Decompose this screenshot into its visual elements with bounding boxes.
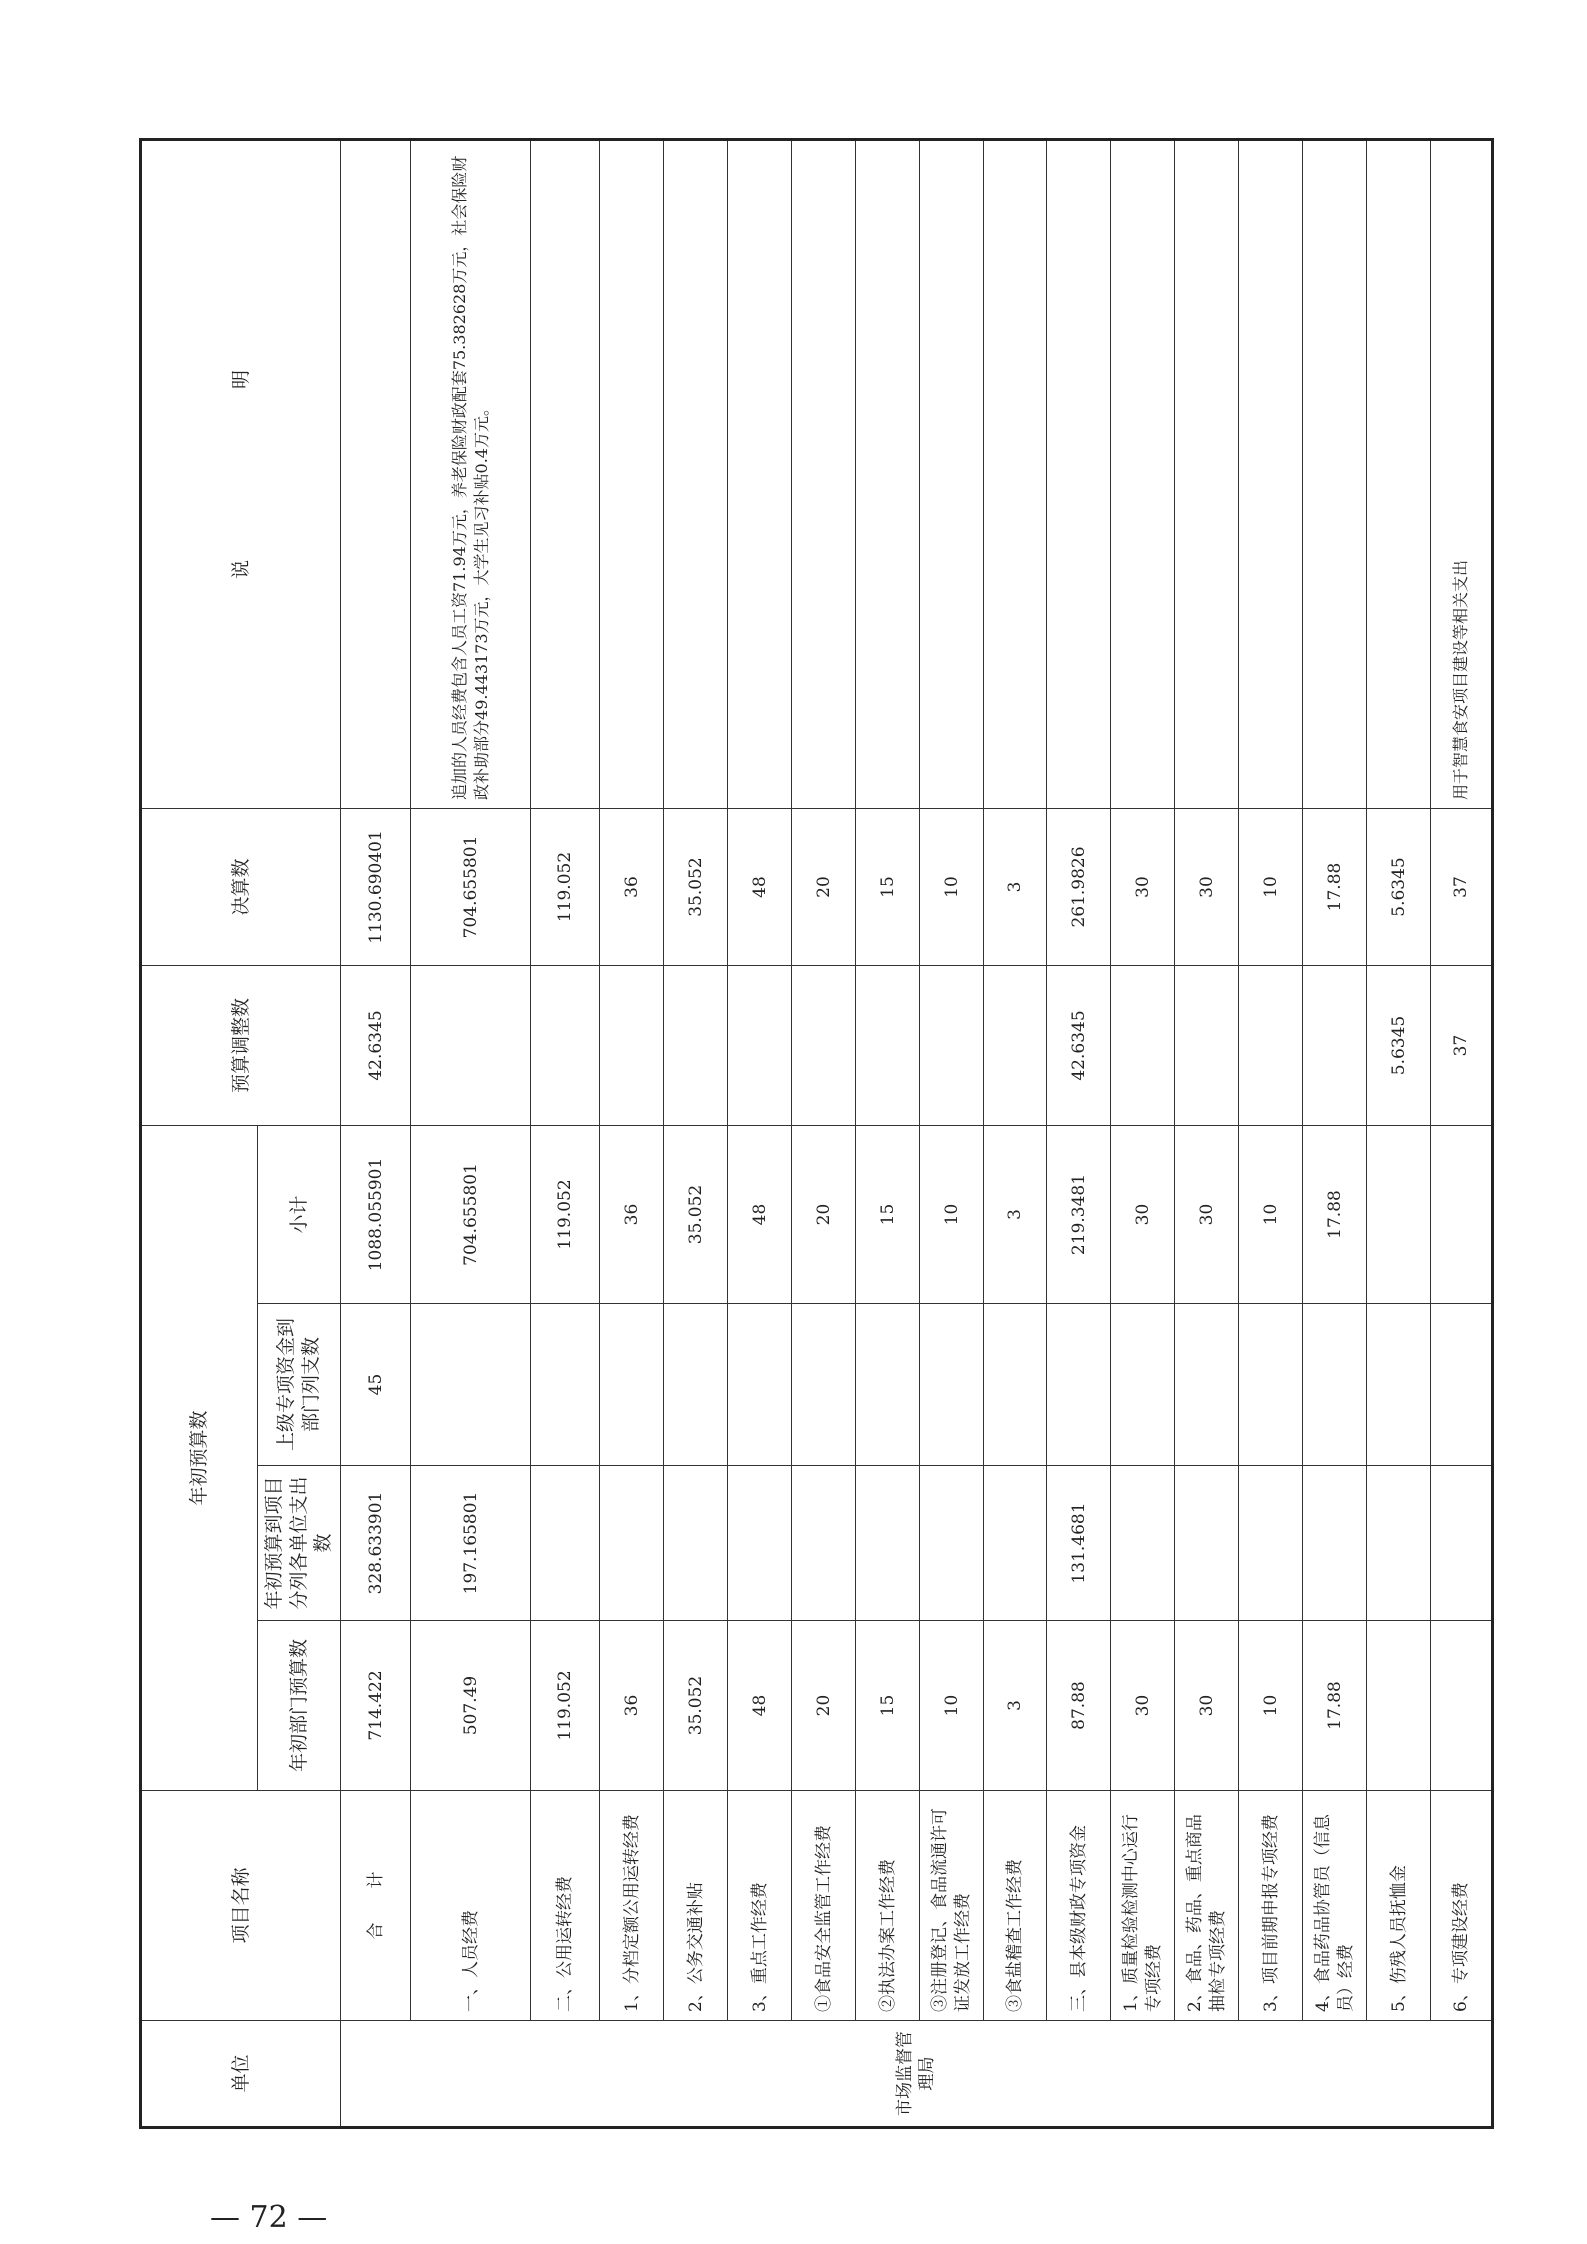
adj-cell: 5.6345: [1367, 965, 1431, 1125]
total-dept-cell: 714.422: [341, 1621, 411, 1791]
note-cell: [531, 139, 600, 808]
table-row: [728, 139, 792, 2127]
project-name-cell: 一、人员经费: [411, 1791, 531, 2021]
adj-cell: [1239, 965, 1303, 1125]
sup-cell: [728, 1304, 792, 1466]
alloc-cell: [792, 1466, 856, 1621]
adj-cell: [792, 965, 856, 1125]
note-cell: [920, 139, 984, 808]
sup-cell: [1175, 1304, 1239, 1466]
sub-cell: 17.88: [1303, 1125, 1367, 1303]
sub-cell: 219.3481: [1047, 1125, 1111, 1303]
dept-cell: 30: [1111, 1621, 1175, 1791]
dept-cell: [1431, 1621, 1493, 1791]
sub-cell: 48: [728, 1125, 792, 1303]
adj-cell: [531, 965, 600, 1125]
sub-cell: 36: [600, 1125, 664, 1303]
note-cell: [984, 139, 1047, 808]
adj-cell: [1175, 965, 1239, 1125]
sub-cell: 20: [792, 1125, 856, 1303]
total-note-cell: [341, 139, 411, 808]
table-row: [1239, 139, 1303, 2127]
alloc-cell: 197.165801: [411, 1466, 531, 1621]
dept-cell: 87.88: [1047, 1621, 1111, 1791]
total-sup-cell: 45: [341, 1304, 411, 1466]
final-cell: 10: [920, 808, 984, 965]
final-cell: 261.9826: [1047, 808, 1111, 965]
total-final-cell: 1130.690401: [341, 808, 411, 965]
sub-cell: 119.052: [531, 1125, 600, 1303]
header-row-1: [141, 139, 258, 2127]
sup-cell: [411, 1304, 531, 1466]
alloc-cell: [531, 1466, 600, 1621]
alloc-cell: [728, 1466, 792, 1621]
project-name-cell: 2、公务交通补贴: [664, 1791, 728, 2021]
sub-cell: 30: [1175, 1125, 1239, 1303]
project-name-cell: ①食品安全监管工作经费: [792, 1791, 856, 2021]
adj-cell: [1303, 965, 1367, 1125]
alloc-cell: [1111, 1466, 1175, 1621]
sup-cell: [531, 1304, 600, 1466]
adj-cell: [920, 965, 984, 1125]
header-adjust: 预算调整数: [141, 965, 341, 1125]
project-name-cell: 3、项目前期申报专项经费: [1239, 1791, 1303, 2021]
sub-cell: [1367, 1125, 1431, 1303]
alloc-cell: [1367, 1466, 1431, 1621]
dept-cell: 119.052: [531, 1621, 600, 1791]
alloc-cell: [600, 1466, 664, 1621]
final-cell: 17.88: [1303, 808, 1367, 965]
note-cell: [1367, 139, 1431, 808]
final-cell: 3: [984, 808, 1047, 965]
total-row: [341, 139, 411, 2127]
dept-cell: 30: [1175, 1621, 1239, 1791]
table-row: [1175, 139, 1239, 2127]
adj-cell: 37: [1431, 965, 1493, 1125]
dept-cell: 15: [856, 1621, 920, 1791]
final-cell: 48: [728, 808, 792, 965]
total-sub-cell: 1088.055901: [341, 1125, 411, 1303]
note-cell: [728, 139, 792, 808]
note-cell: 用于智慧食安项目建设等相关支出: [1431, 139, 1493, 808]
note-cell: [1239, 139, 1303, 808]
alloc-cell: [1431, 1466, 1493, 1621]
dept-cell: 48: [728, 1621, 792, 1791]
final-cell: 15: [856, 808, 920, 965]
project-name-cell: 4、食品药品协管员（信息员）经费: [1303, 1791, 1367, 2021]
note-cell: [1111, 139, 1175, 808]
note-cell: 追加的人员经费包含人员工资71.94万元，养老保险财政配套75.382628万元，社会保险财政补助部分49.443173万元，大学生见习补贴0.4万元。: [411, 139, 531, 808]
final-cell: 10: [1239, 808, 1303, 965]
sup-cell: [984, 1304, 1047, 1466]
final-cell: 119.052: [531, 808, 600, 965]
project-name-cell: 1、质量检验检测中心运行专项经费: [1111, 1791, 1175, 2021]
dept-cell: 507.49: [411, 1621, 531, 1791]
sup-cell: [920, 1304, 984, 1466]
dept-cell: 20: [792, 1621, 856, 1791]
final-cell: 35.052: [664, 808, 728, 965]
project-name-cell: ③注册登记、食品流通许可证发放工作经费: [920, 1791, 984, 2021]
table-row: [600, 139, 664, 2127]
dept-cell: 10: [1239, 1621, 1303, 1791]
final-cell: 20: [792, 808, 856, 965]
adj-cell: [856, 965, 920, 1125]
adj-cell: [600, 965, 664, 1125]
note-cell: [664, 139, 728, 808]
sup-cell: [1367, 1304, 1431, 1466]
sup-cell: [1239, 1304, 1303, 1466]
table-row: [856, 139, 920, 2127]
budget-table: [139, 138, 1494, 2129]
note-cell: [1047, 139, 1111, 808]
total-alloc-cell: 328.633901: [341, 1466, 411, 1621]
header-alloc: 年初预算到项目分列各单位支出数: [258, 1466, 341, 1621]
table-row: [984, 139, 1047, 2127]
header-unit: 单位: [141, 2021, 341, 2128]
final-cell: 30: [1111, 808, 1175, 965]
final-cell: 704.655801: [411, 808, 531, 965]
sub-cell: 704.655801: [411, 1125, 531, 1303]
dept-cell: 17.88: [1303, 1621, 1367, 1791]
sup-cell: [664, 1304, 728, 1466]
table-row: [1047, 139, 1111, 2127]
project-name-cell: ③食盐稽查工作经费: [984, 1791, 1047, 2021]
total-adj-cell: 42.6345: [341, 965, 411, 1125]
sup-cell: [1431, 1304, 1493, 1466]
table-row: [664, 139, 728, 2127]
note-cell: [1303, 139, 1367, 808]
sup-cell: [1111, 1304, 1175, 1466]
table-row: [411, 139, 531, 2127]
note-cell: [856, 139, 920, 808]
table-row: [531, 139, 600, 2127]
total-label: 合 计: [341, 1791, 411, 2021]
sub-cell: 10: [1239, 1125, 1303, 1303]
dept-cell: 3: [984, 1621, 1047, 1791]
sup-cell: [1047, 1304, 1111, 1466]
unit-cell: 市场监督管理局: [341, 2021, 1493, 2128]
header-subtotal: 小计: [258, 1125, 341, 1303]
alloc-cell: [1239, 1466, 1303, 1621]
alloc-cell: [856, 1466, 920, 1621]
dept-cell: 35.052: [664, 1621, 728, 1791]
project-name-cell: 三、县本级财政专项资金: [1047, 1791, 1111, 2021]
table-row: [920, 139, 984, 2127]
project-name-cell: 1、分档定额公用运转经费: [600, 1791, 664, 2021]
alloc-cell: [984, 1466, 1047, 1621]
table-row: [1367, 139, 1431, 2127]
note-cell: [1175, 139, 1239, 808]
sub-cell: 15: [856, 1125, 920, 1303]
alloc-cell: [1175, 1466, 1239, 1621]
header-superior: 上级专项资金到部门列支数: [258, 1304, 341, 1466]
header-initial-group: 年初预算数: [141, 1125, 258, 1790]
dept-cell: 10: [920, 1621, 984, 1791]
table-row: [1111, 139, 1175, 2127]
project-name-cell: 3、重点工作经费: [728, 1791, 792, 2021]
project-name-cell: 2、食品、药品、重点商品抽检专项经费: [1175, 1791, 1239, 2021]
sub-cell: 10: [920, 1125, 984, 1303]
header-note: 说 明: [141, 139, 341, 808]
header-project: 项目名称: [141, 1791, 341, 2021]
project-name-cell: ②执法办案工作经费: [856, 1791, 920, 2021]
alloc-cell: [664, 1466, 728, 1621]
page-number: — 72 —: [210, 2200, 328, 2235]
adj-cell: [1111, 965, 1175, 1125]
sup-cell: [600, 1304, 664, 1466]
final-cell: 36: [600, 808, 664, 965]
header-final: 决算数: [141, 808, 341, 965]
table-row: [1431, 139, 1493, 2127]
sup-cell: [792, 1304, 856, 1466]
header-dept-budget: 年初部门预算数: [258, 1621, 341, 1791]
table-row: [1303, 139, 1367, 2127]
project-name-cell: 二、公用运转经费: [531, 1791, 600, 2021]
sup-cell: [856, 1304, 920, 1466]
note-cell: [792, 139, 856, 808]
sub-cell: 30: [1111, 1125, 1175, 1303]
sub-cell: 3: [984, 1125, 1047, 1303]
project-name-cell: 5、伤残人员抚恤金: [1367, 1791, 1431, 2021]
adj-cell: [411, 965, 531, 1125]
adj-cell: 42.6345: [1047, 965, 1111, 1125]
project-name-cell: 6、专项建设经费: [1431, 1791, 1493, 2021]
dept-cell: 36: [600, 1621, 664, 1791]
final-cell: 30: [1175, 808, 1239, 965]
alloc-cell: [920, 1466, 984, 1621]
note-cell: [600, 139, 664, 808]
sup-cell: [1303, 1304, 1367, 1466]
alloc-cell: 131.4681: [1047, 1466, 1111, 1621]
final-cell: 5.6345: [1367, 808, 1431, 965]
sub-cell: 35.052: [664, 1125, 728, 1303]
table-row: [792, 139, 856, 2127]
dept-cell: [1367, 1621, 1431, 1791]
sub-cell: [1431, 1125, 1493, 1303]
final-cell: 37: [1431, 808, 1493, 965]
alloc-cell: [1303, 1466, 1367, 1621]
adj-cell: [664, 965, 728, 1125]
adj-cell: [984, 965, 1047, 1125]
adj-cell: [728, 965, 792, 1125]
